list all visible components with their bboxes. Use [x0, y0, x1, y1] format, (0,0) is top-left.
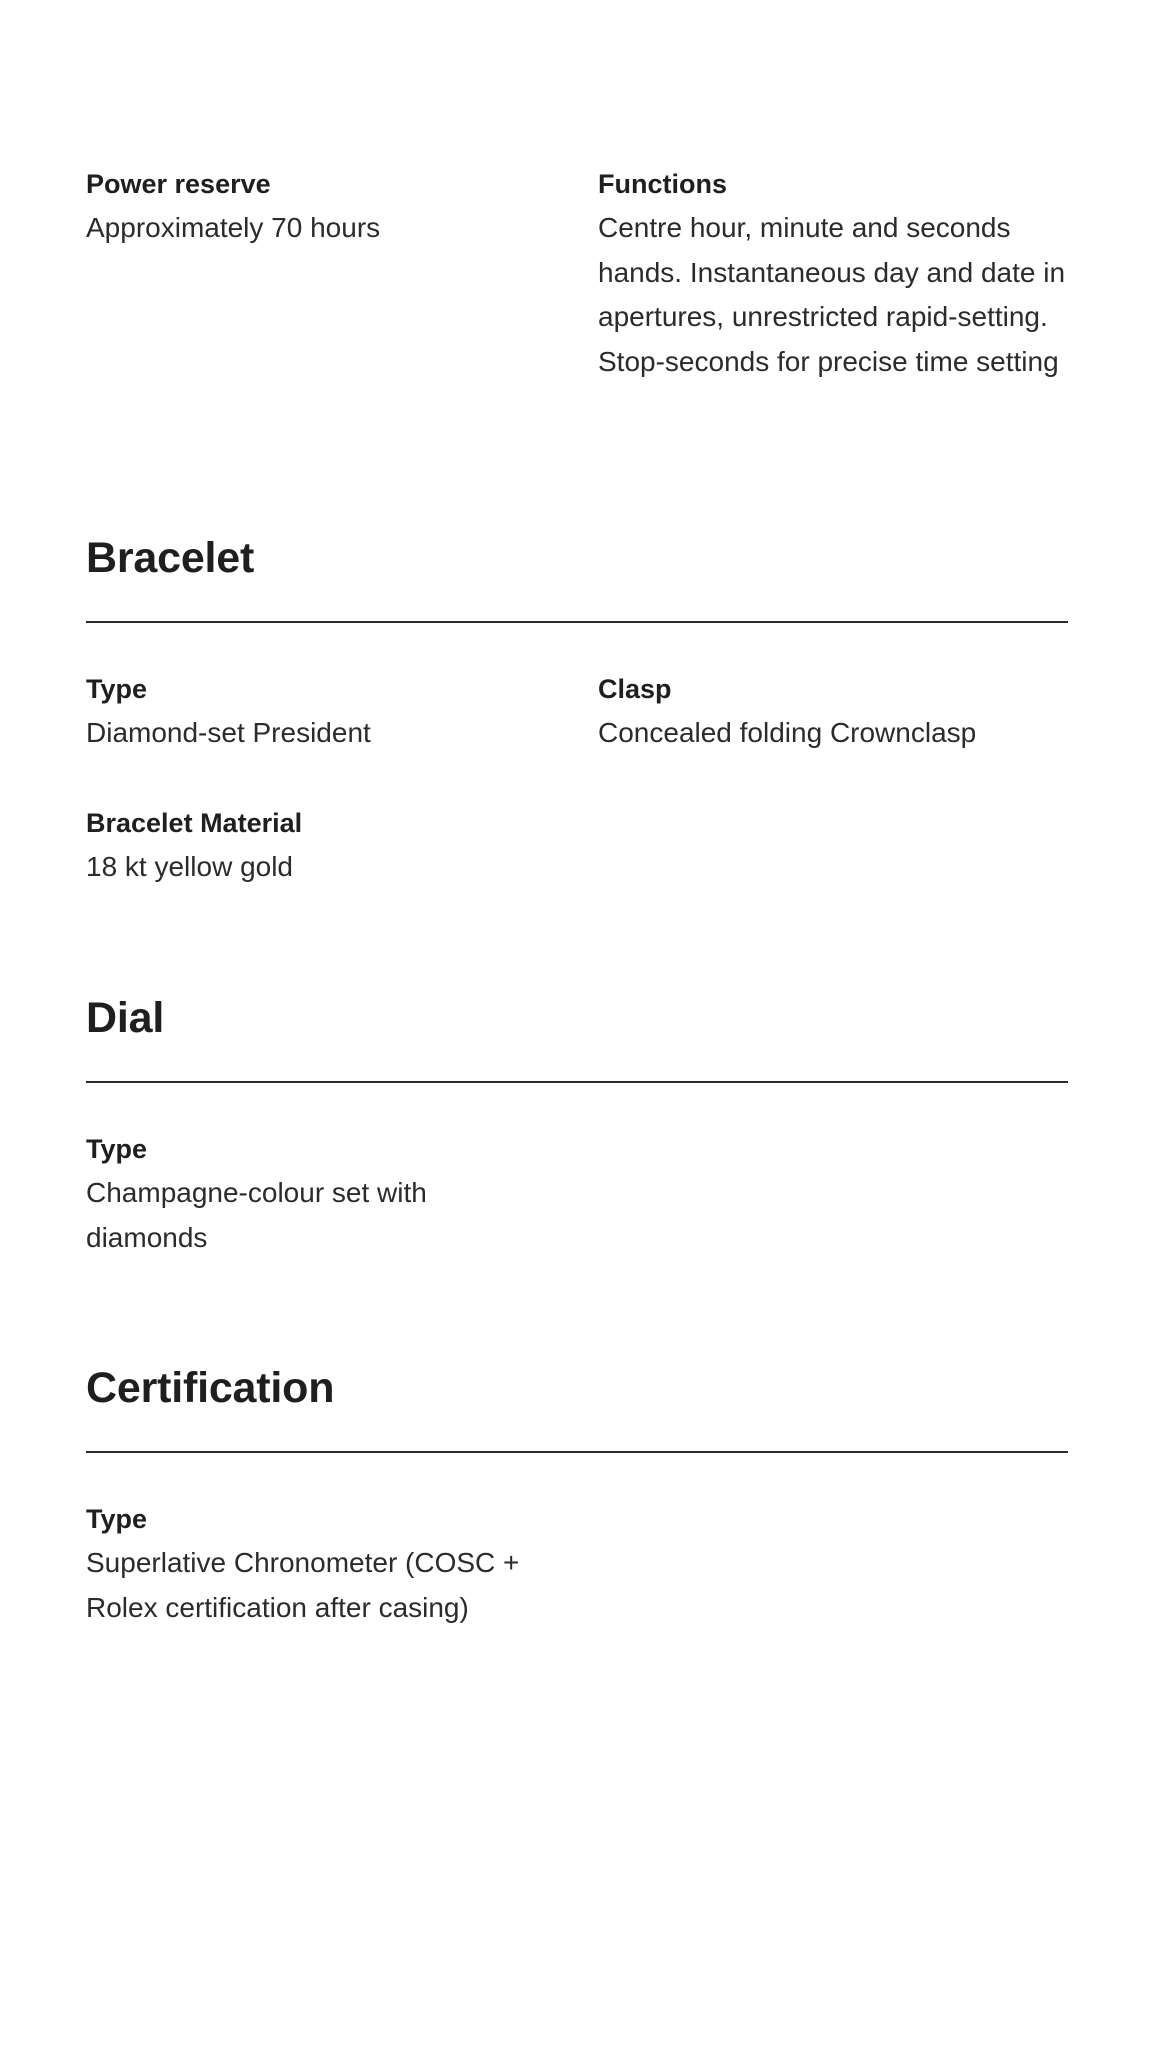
section-divider: [86, 1081, 1068, 1083]
spec-label: Functions: [598, 169, 727, 199]
spec-label: Type: [86, 1504, 148, 1534]
spec-label: Power reserve: [86, 169, 271, 199]
spec-label: Type: [86, 1134, 148, 1164]
spec-label: Clasp: [598, 674, 672, 704]
section-title-dial: Dial: [86, 994, 165, 1042]
spec-value: Centre hour, minute and seconds hands. Instantaneous day and date in apertures, unrestricted rapid-setting. Stop-seconds for precise time setting: [598, 212, 1066, 377]
spec-dial-type: [86, 1127, 1068, 1260]
spec-label: Bracelet Material: [86, 808, 303, 838]
section-title-certification: Certification: [86, 1364, 335, 1412]
spec-label: Type: [86, 674, 148, 704]
spec-value: Champagne-colour set with diamonds: [86, 1177, 427, 1253]
spec-power-reserve: [86, 162, 598, 384]
section-divider: [86, 621, 1068, 623]
section-divider: [86, 1451, 1068, 1453]
spec-certification-type: [86, 1497, 1068, 1630]
section-title-bracelet: Bracelet: [86, 534, 255, 582]
bracelet-specs: [86, 667, 1068, 756]
spec-value: Diamond-set President: [86, 717, 371, 748]
spec-functions: [598, 162, 1068, 384]
spec-clasp: [598, 667, 1068, 756]
spec-bracelet-type: [86, 667, 598, 756]
spec-value: 18 kt yellow gold: [86, 851, 294, 882]
spec-bracelet-material: [86, 801, 1068, 890]
spec-value: Superlative Chronometer (COSC + Rolex certification after casing): [86, 1547, 520, 1623]
spec-value: Approximately 70 hours: [86, 212, 381, 243]
movement-specs: [86, 162, 1068, 384]
spec-value: Concealed folding Crownclasp: [598, 717, 977, 748]
